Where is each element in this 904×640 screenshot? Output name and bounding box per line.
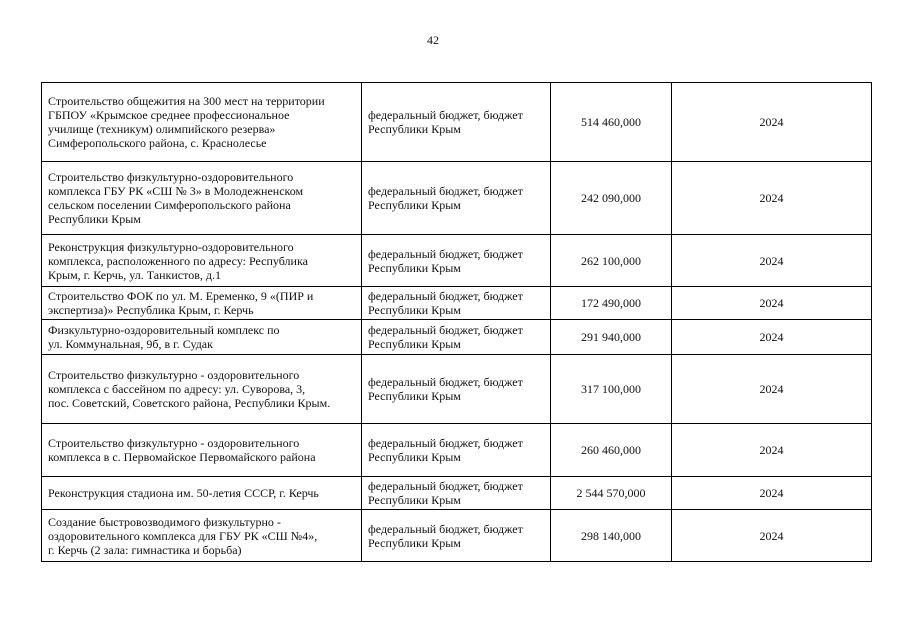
- amount-cell: [551, 355, 672, 424]
- amount-cell: [551, 162, 672, 235]
- object-name: Строительство ФОК по ул. М. Еременко, 9 «(ПИР и экспертиза)» Республика Крым, г. Керчь: [48, 289, 314, 317]
- object-name-cell: [42, 424, 362, 477]
- amount: 514 460,000: [581, 115, 641, 129]
- funding-source-cell: [362, 424, 551, 477]
- amount-cell: [551, 477, 672, 510]
- year: 2024: [759, 443, 784, 457]
- object-name-cell: [42, 162, 362, 235]
- amount: 317 100,000: [581, 382, 641, 396]
- amount-cell: [551, 235, 672, 287]
- table-row: [42, 477, 872, 510]
- year: 2024: [759, 296, 784, 310]
- amount: 298 140,000: [581, 528, 641, 543]
- funding-source: федеральный бюджет, бюджет Республики Крым: [368, 521, 523, 550]
- year: 2024: [759, 382, 784, 396]
- page-number: 42: [427, 33, 439, 47]
- year: 2024: [759, 191, 784, 205]
- object-name-cell: [42, 477, 362, 510]
- funding-source-cell: [362, 477, 551, 510]
- amount: 260 460,000: [581, 443, 641, 457]
- year-cell: [672, 235, 872, 287]
- year-cell: [672, 83, 872, 162]
- amount-cell: [551, 83, 672, 162]
- funding-source: федеральный бюджет, бюджет Республики Крым: [368, 246, 523, 275]
- table-row: [42, 424, 872, 477]
- table-row: [42, 235, 872, 287]
- amount: 242 090,000: [581, 191, 641, 205]
- year-cell: [672, 355, 872, 424]
- amount-cell: [551, 510, 672, 562]
- year: 2024: [759, 528, 784, 543]
- amount: 172 490,000: [581, 296, 641, 310]
- amount: 262 100,000: [581, 253, 641, 268]
- year-cell: [672, 510, 872, 562]
- year-cell: [672, 477, 872, 510]
- object-name-cell: [42, 355, 362, 424]
- amount-cell: [551, 424, 672, 477]
- funding-source-cell: [362, 235, 551, 287]
- funding-source-cell: [362, 510, 551, 562]
- table-row: [42, 287, 872, 320]
- funding-source: федеральный бюджет, бюджет Республики Крым: [368, 323, 523, 351]
- amount: 2 544 570,000: [576, 486, 646, 500]
- table-row: [42, 83, 872, 162]
- table-row: [42, 162, 872, 235]
- object-name: Реконструкция физкультурно-оздоровительного комплекса, расположенного по адресу: Республика Крым, г. Керчь, ул. Танкистов, д.1: [48, 239, 308, 282]
- object-name: Строительство общежития на 300 мест на территории ГБПОУ «Крымское среднее профессиональное училище (техникум) олимпийского резерва» Симферопольского района, с. Краснолесье: [48, 94, 325, 150]
- object-name-cell: [42, 320, 362, 355]
- object-name: Строительство физкультурно - оздоровительного комплекса в с. Первомайское Первомайского района: [48, 436, 316, 464]
- year-cell: [672, 424, 872, 477]
- objects-table: [41, 82, 872, 562]
- object-name-cell: [42, 235, 362, 287]
- year: 2024: [759, 486, 784, 500]
- year-cell: [672, 320, 872, 355]
- amount-cell: [551, 287, 672, 320]
- funding-source-cell: [362, 320, 551, 355]
- year-cell: [672, 287, 872, 320]
- funding-source: федеральный бюджет, бюджет Республики Крым: [368, 375, 523, 403]
- year: 2024: [759, 330, 784, 344]
- object-name: Реконструкция стадиона им. 50-летия СССР, г. Керчь: [48, 486, 319, 500]
- funding-source: федеральный бюджет, бюджет Республики Крым: [368, 289, 523, 317]
- amount: 291 940,000: [581, 330, 641, 344]
- funding-source: федеральный бюджет, бюджет Республики Крым: [368, 479, 523, 507]
- funding-source-cell: [362, 83, 551, 162]
- funding-source: федеральный бюджет, бюджет Республики Крым: [368, 108, 523, 136]
- funding-source-cell: [362, 162, 551, 235]
- object-name: Физкультурно-оздоровительный комплекс по ул. Коммунальная, 9б, в г. Судак: [48, 323, 280, 351]
- object-name: Создание быстровозводимого физкультурно - оздоровительного комплекса для ГБУ РК «СШ №4», г. Керчь (2 зала: гимнастика и борьба): [48, 514, 318, 557]
- object-name-cell: [42, 287, 362, 320]
- table-row: [42, 320, 872, 355]
- object-name-cell: [42, 83, 362, 162]
- year-cell: [672, 162, 872, 235]
- table-row: [42, 355, 872, 424]
- funding-source: федеральный бюджет, бюджет Республики Крым: [368, 184, 523, 212]
- funding-source-cell: [362, 355, 551, 424]
- object-name-cell: [42, 510, 362, 562]
- table-row: [42, 510, 872, 562]
- funding-source: федеральный бюджет, бюджет Республики Крым: [368, 436, 523, 464]
- object-name: Строительство физкультурно - оздоровительного комплекса с бассейном по адресу: ул. Суворова, 3, пос. Советский, Советского района, Республики Крым.: [48, 368, 331, 410]
- year: 2024: [759, 115, 784, 129]
- year: 2024: [759, 253, 784, 268]
- amount-cell: [551, 320, 672, 355]
- object-name: Строительство физкультурно-оздоровительного комплекса ГБУ РК «СШ № 3» в Молодежненском сельском поселении Симферопольского района Республики Крым: [48, 170, 304, 226]
- funding-source-cell: [362, 287, 551, 320]
